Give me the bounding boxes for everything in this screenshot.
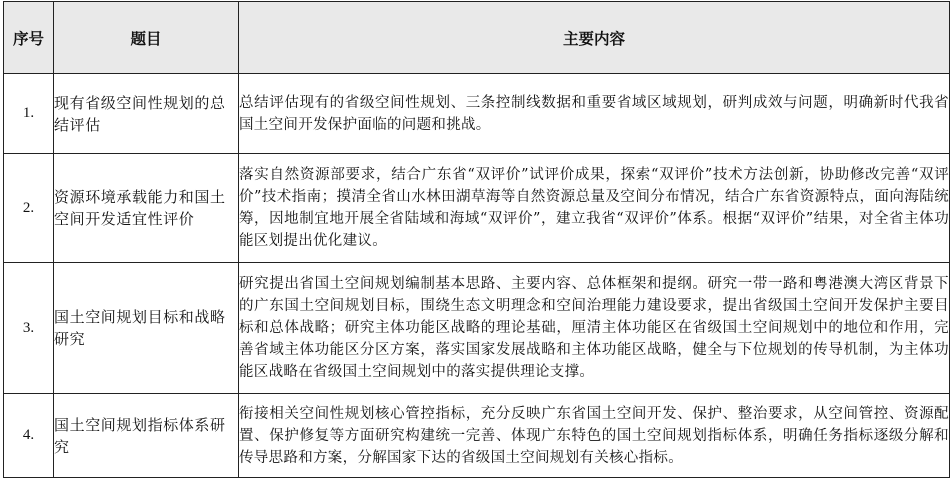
row-content: 落实自然资源部要求，结合广东省“双评价”试评价成果，探索“双评价”技术方法创新，协助修改完善“双评价”技术指南；摸清全省山水林田湖草海等自然资源总量及空间分布情况，结合广东省资源特点，面向海陆统筹，因地制宜地开展全省陆域和海域“双评价”，建立我省“双评价”体系。根据“双评价”结果，对全省主体功能区划提出优化建议。 (239, 154, 950, 263)
table-header-row (4, 2, 950, 74)
row-number: 4. (4, 394, 54, 478)
table-row (4, 263, 950, 394)
row-number: 3. (4, 263, 54, 394)
row-number: 1. (4, 74, 54, 154)
row-topic: 现有省级空间性规划的总结评估 (54, 74, 239, 154)
task-table (3, 1, 950, 478)
header-content: 主要内容 (239, 2, 950, 74)
table-row (4, 394, 950, 478)
table-row (4, 154, 950, 263)
row-content: 总结评估现有的省级空间性规划、三条控制线数据和重要省域区域规划，研判成效与问题，明确新时代我省国土空间开发保护面临的问题和挑战。 (239, 74, 950, 154)
header-topic: 题目 (54, 2, 239, 74)
header-no: 序号 (4, 2, 54, 74)
row-topic: 国土空间规划指标体系研究 (54, 394, 239, 478)
row-content: 衔接相关空间性规划核心管控指标，充分反映广东省国土空间开发、保护、整治要求，从空间管控、资源配置、保护修复等方面研究构建统一完善、体现广东特色的国土空间规划指标体系，明确任务指标逐级分解和传导思路和方案，分解国家下达的省级国土空间规划有关核心指标。 (239, 394, 950, 478)
row-topic: 国土空间规划目标和战略研究 (54, 263, 239, 394)
row-topic: 资源环境承载能力和国土空间开发适宜性评价 (54, 154, 239, 263)
row-number: 2. (4, 154, 54, 263)
table-row (4, 74, 950, 154)
row-content: 研究提出省国土空间规划编制基本思路、主要内容、总体框架和提纲。研究一带一路和粤港澳大湾区背景下的广东国土空间规划目标，围绕生态文明理念和空间治理能力建设要求，提出省级国土空间开发保护主要目标和总体战略；研究主体功能区战略的理论基础，厘清主体功能区在省级国土空间规划中的地位和作用，完善省域主体功能区分区方案，落实国家发展战略和主体功能区战略，健全与下位规划的传导机制，为主体功能区战略在省级国土空间规划中的落实提供理论支撑。 (239, 263, 950, 394)
